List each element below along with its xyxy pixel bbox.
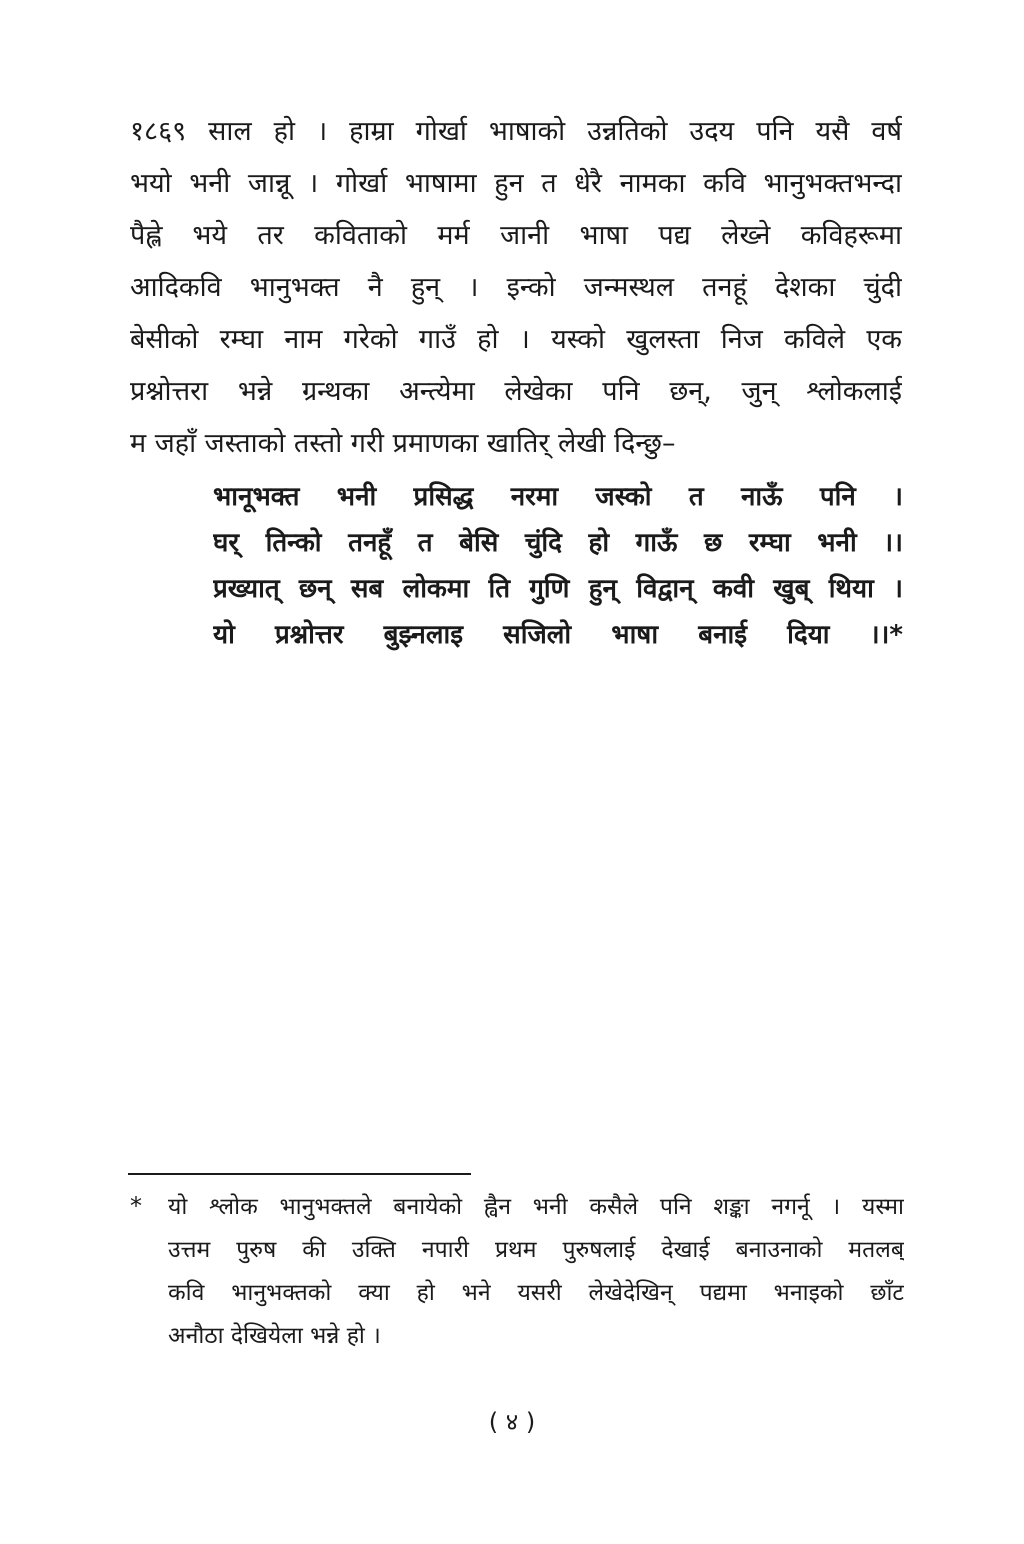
paragraph-line: प्रश्नोत्तरा भन्ने ग्रन्थका अन्त्येमा लेखेका पनि छन्, जुन् श्लोकलाई xyxy=(130,376,902,407)
footnote-divider xyxy=(128,1173,471,1175)
verse-block xyxy=(213,474,903,658)
footnote-line: कवि भानुभक्तको क्या हो भने यसरी लेखेदेखिन् पद्यमा भनाइको छाँट xyxy=(168,1280,904,1306)
page-number: ( ४ ) xyxy=(488,1408,536,1436)
verse-line: घर् तिन्को तनहूँ त बेसि चुंदि हो गाऊँ छ रम्घा भनी ।। xyxy=(213,528,903,558)
footnote xyxy=(128,1186,904,1358)
footnote-line: यो श्लोक भानुभक्तले बनायेको ह्वैन भनी कसैले पनि शङ्का नगर्नू । यस्मा xyxy=(168,1194,904,1220)
paragraph-line: पैह्ले भये तर कविताको मर्म जानी भाषा पद्य लेख्ने कविहरूमा xyxy=(130,220,902,251)
footnote-text xyxy=(168,1186,904,1358)
paragraph-line: बेसीको रम्घा नाम गरेको गाउँ हो । यस्को खुलस्ता निज कविले एक xyxy=(130,324,902,355)
footnote-line: उत्तम पुरुष की उक्ति नपारी प्रथम पुरुषलाई देखाई बनाउनाको मतलब् xyxy=(168,1237,904,1263)
verse-line: यो प्रश्नोत्तर बुझ्नलाइ सजिलो भाषा बनाई दिया ।।* xyxy=(213,620,903,650)
paragraph-line: म जहाँ जस्ताको तस्तो गरी प्रमाणका खातिर् लेखी दिन्छु– xyxy=(130,428,676,459)
verse-line: प्रख्यात् छन् सब लोकमा ति गुणि हुन् विद्वान् कवी खुब् थिया । xyxy=(213,574,903,604)
verse-line: भानूभक्त भनी प्रसिद्ध नरमा जस्को त नाऊँ पनि । xyxy=(213,482,903,512)
paragraph-line: १८६९ साल हो । हाम्रा गोर्खा भाषाको उन्नतिको उदय पनि यसै वर्ष xyxy=(130,116,902,147)
footnote-line: अनौठा देखियेला भन्ने हो । xyxy=(168,1323,381,1349)
paragraph-line: भयो भनी जान्नू । गोर्खा भाषामा हुन त धेरै नामका कवि भानुभक्तभन्दा xyxy=(130,168,902,199)
body-paragraph xyxy=(130,106,902,470)
footnote-marker: * xyxy=(130,1192,142,1220)
paragraph-line: आदिकवि भानुभक्त नै हुन् । इन्को जन्मस्थल तनहूं देशका चुंदी xyxy=(130,272,902,303)
